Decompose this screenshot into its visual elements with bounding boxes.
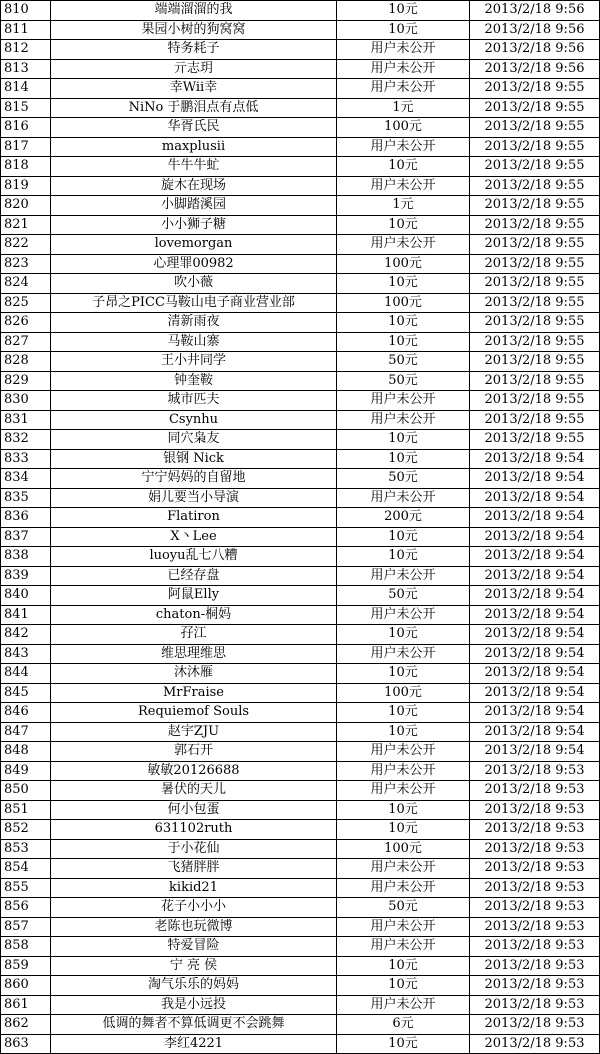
timestamp-cell: 2013/2/18 9:53 [470, 917, 600, 937]
row-number-cell: 839 [1, 566, 51, 586]
table-row [1, 391, 600, 411]
timestamp-cell: 2013/2/18 9:55 [470, 254, 600, 274]
donor-name-cell: 幸Wii幸 [51, 79, 337, 99]
row-number-cell: 843 [1, 644, 51, 664]
timestamp-cell: 2013/2/18 9:54 [470, 527, 600, 547]
amount-cell: 10元 [337, 956, 470, 976]
row-number-cell: 861 [1, 995, 51, 1015]
amount-cell: 50元 [337, 469, 470, 489]
table-row [1, 293, 600, 313]
donor-name-cell: 清新雨夜 [51, 313, 337, 333]
donor-name-cell: 631102ruth [51, 820, 337, 840]
row-number-cell: 842 [1, 625, 51, 645]
timestamp-cell: 2013/2/18 9:53 [470, 859, 600, 879]
timestamp-cell: 2013/2/18 9:55 [470, 274, 600, 294]
amount-cell: 10元 [337, 332, 470, 352]
row-number-cell: 855 [1, 878, 51, 898]
donor-name-cell: 沐沐雁 [51, 664, 337, 684]
donor-name-cell: Flatiron [51, 508, 337, 528]
donor-name-cell: lovemorgan [51, 235, 337, 255]
amount-cell: 50元 [337, 586, 470, 606]
donor-name-cell: 娟儿要当小导演 [51, 488, 337, 508]
timestamp-cell: 2013/2/18 9:56 [470, 20, 600, 40]
table-row [1, 898, 600, 918]
row-number-cell: 848 [1, 742, 51, 762]
table-row [1, 371, 600, 391]
donor-name-cell: 特务耗子 [51, 40, 337, 60]
row-number-cell: 819 [1, 176, 51, 196]
amount-cell: 10元 [337, 1, 470, 21]
timestamp-cell: 2013/2/18 9:55 [470, 215, 600, 235]
timestamp-cell: 2013/2/18 9:55 [470, 137, 600, 157]
timestamp-cell: 2013/2/18 9:53 [470, 761, 600, 781]
amount-cell: 用户未公开 [337, 917, 470, 937]
timestamp-cell: 2013/2/18 9:55 [470, 313, 600, 333]
row-number-cell: 846 [1, 703, 51, 723]
table-row [1, 800, 600, 820]
table-row [1, 937, 600, 957]
table-row [1, 352, 600, 372]
donor-name-cell: 吹小薇 [51, 274, 337, 294]
amount-cell: 用户未公开 [337, 566, 470, 586]
donor-name-cell: 马鞍山寨 [51, 332, 337, 352]
amount-cell: 100元 [337, 254, 470, 274]
amount-cell: 100元 [337, 683, 470, 703]
row-number-cell: 814 [1, 79, 51, 99]
amount-cell: 用户未公开 [337, 761, 470, 781]
donor-name-cell: 低调的舞者不算低调更不会跳舞 [51, 1015, 337, 1035]
timestamp-cell: 2013/2/18 9:56 [470, 40, 600, 60]
table-row [1, 215, 600, 235]
amount-cell: 100元 [337, 839, 470, 859]
table-row [1, 859, 600, 879]
timestamp-cell: 2013/2/18 9:53 [470, 1034, 600, 1054]
donor-name-cell: 于小花仙 [51, 839, 337, 859]
donor-name-cell: 赵宇ZJU [51, 722, 337, 742]
table-row [1, 761, 600, 781]
timestamp-cell: 2013/2/18 9:53 [470, 781, 600, 801]
row-number-cell: 858 [1, 937, 51, 957]
row-number-cell: 832 [1, 430, 51, 450]
table-row [1, 196, 600, 216]
table-row [1, 995, 600, 1015]
amount-cell: 50元 [337, 352, 470, 372]
row-number-cell: 813 [1, 59, 51, 79]
timestamp-cell: 2013/2/18 9:53 [470, 1015, 600, 1035]
donor-name-cell: 花子小小小 [51, 898, 337, 918]
table-row [1, 820, 600, 840]
table-row [1, 586, 600, 606]
amount-cell: 用户未公开 [337, 79, 470, 99]
donor-name-cell: Csynhu [51, 410, 337, 430]
donor-name-cell: maxplusii [51, 137, 337, 157]
amount-cell: 1元 [337, 98, 470, 118]
donor-name-cell: NiNo 于鹏泪点有点低 [51, 98, 337, 118]
row-number-cell: 827 [1, 332, 51, 352]
table-row [1, 976, 600, 996]
amount-cell: 50元 [337, 371, 470, 391]
donor-name-cell: 亓志玥 [51, 59, 337, 79]
timestamp-cell: 2013/2/18 9:55 [470, 196, 600, 216]
table-row [1, 644, 600, 664]
table-row [1, 332, 600, 352]
amount-cell: 用户未公开 [337, 995, 470, 1015]
timestamp-cell: 2013/2/18 9:53 [470, 878, 600, 898]
amount-cell: 10元 [337, 157, 470, 177]
row-number-cell: 841 [1, 605, 51, 625]
table-row [1, 683, 600, 703]
table-row [1, 98, 600, 118]
timestamp-cell: 2013/2/18 9:55 [470, 98, 600, 118]
timestamp-cell: 2013/2/18 9:53 [470, 800, 600, 820]
amount-cell: 用户未公开 [337, 59, 470, 79]
table-row [1, 917, 600, 937]
row-number-cell: 823 [1, 254, 51, 274]
amount-cell: 用户未公开 [337, 40, 470, 60]
amount-cell: 用户未公开 [337, 137, 470, 157]
table-row [1, 742, 600, 762]
donor-name-cell: 银钢 Nick [51, 449, 337, 469]
row-number-cell: 854 [1, 859, 51, 879]
donor-name-cell: 子昂之PICC马鞍山电子商业营业部 [51, 293, 337, 313]
amount-cell: 用户未公开 [337, 410, 470, 430]
timestamp-cell: 2013/2/18 9:55 [470, 352, 600, 372]
table-row [1, 449, 600, 469]
table-row [1, 430, 600, 450]
donor-name-cell: 小小狮子糖 [51, 215, 337, 235]
row-number-cell: 820 [1, 196, 51, 216]
donor-name-cell: kikid21 [51, 878, 337, 898]
donor-name-cell: 宁宁妈妈的自留地 [51, 469, 337, 489]
amount-cell: 用户未公开 [337, 235, 470, 255]
timestamp-cell: 2013/2/18 9:54 [470, 605, 600, 625]
row-number-cell: 862 [1, 1015, 51, 1035]
table-row [1, 469, 600, 489]
table-row [1, 274, 600, 294]
table-row [1, 781, 600, 801]
row-number-cell: 835 [1, 488, 51, 508]
amount-cell: 用户未公开 [337, 859, 470, 879]
row-number-cell: 845 [1, 683, 51, 703]
row-number-cell: 840 [1, 586, 51, 606]
table-row [1, 956, 600, 976]
amount-cell: 50元 [337, 898, 470, 918]
amount-cell: 用户未公开 [337, 605, 470, 625]
row-number-cell: 817 [1, 137, 51, 157]
row-number-cell: 863 [1, 1034, 51, 1054]
timestamp-cell: 2013/2/18 9:55 [470, 79, 600, 99]
table-row [1, 547, 600, 567]
table-row [1, 40, 600, 60]
timestamp-cell: 2013/2/18 9:53 [470, 976, 600, 996]
amount-cell: 100元 [337, 118, 470, 138]
timestamp-cell: 2013/2/18 9:54 [470, 722, 600, 742]
timestamp-cell: 2013/2/18 9:54 [470, 566, 600, 586]
row-number-cell: 856 [1, 898, 51, 918]
donor-name-cell: 已经存盘 [51, 566, 337, 586]
table-row [1, 1034, 600, 1054]
amount-cell: 用户未公开 [337, 742, 470, 762]
amount-cell: 10元 [337, 20, 470, 40]
amount-cell: 10元 [337, 976, 470, 996]
table-row [1, 118, 600, 138]
table-row [1, 703, 600, 723]
amount-cell: 用户未公开 [337, 488, 470, 508]
donor-name-cell: 城市匹夫 [51, 391, 337, 411]
row-number-cell: 853 [1, 839, 51, 859]
timestamp-cell: 2013/2/18 9:55 [470, 157, 600, 177]
amount-cell: 200元 [337, 508, 470, 528]
timestamp-cell: 2013/2/18 9:55 [470, 430, 600, 450]
row-number-cell: 838 [1, 547, 51, 567]
table-row [1, 254, 600, 274]
timestamp-cell: 2013/2/18 9:55 [470, 118, 600, 138]
amount-cell: 10元 [337, 215, 470, 235]
donor-name-cell: 小脚踏溪园 [51, 196, 337, 216]
amount-cell: 10元 [337, 430, 470, 450]
donor-name-cell: 同穴枭友 [51, 430, 337, 450]
timestamp-cell: 2013/2/18 9:54 [470, 488, 600, 508]
amount-cell: 用户未公开 [337, 781, 470, 801]
donor-name-cell: 牛牛牛虻 [51, 157, 337, 177]
row-number-cell: 824 [1, 274, 51, 294]
row-number-cell: 822 [1, 235, 51, 255]
row-number-cell: 837 [1, 527, 51, 547]
donor-name-cell: 敏敏20126688 [51, 761, 337, 781]
timestamp-cell: 2013/2/18 9:53 [470, 956, 600, 976]
row-number-cell: 815 [1, 98, 51, 118]
timestamp-cell: 2013/2/18 9:54 [470, 742, 600, 762]
timestamp-cell: 2013/2/18 9:54 [470, 664, 600, 684]
table-row [1, 176, 600, 196]
amount-cell: 10元 [337, 820, 470, 840]
table-row [1, 410, 600, 430]
timestamp-cell: 2013/2/18 9:54 [470, 547, 600, 567]
row-number-cell: 812 [1, 40, 51, 60]
timestamp-cell: 2013/2/18 9:55 [470, 391, 600, 411]
timestamp-cell: 2013/2/18 9:53 [470, 839, 600, 859]
timestamp-cell: 2013/2/18 9:55 [470, 371, 600, 391]
timestamp-cell: 2013/2/18 9:53 [470, 898, 600, 918]
amount-cell: 10元 [337, 703, 470, 723]
amount-cell: 1元 [337, 196, 470, 216]
donor-name-cell: 华胥氏民 [51, 118, 337, 138]
timestamp-cell: 2013/2/18 9:56 [470, 59, 600, 79]
table-row [1, 313, 600, 333]
timestamp-cell: 2013/2/18 9:54 [470, 586, 600, 606]
row-number-cell: 825 [1, 293, 51, 313]
row-number-cell: 830 [1, 391, 51, 411]
row-number-cell: 829 [1, 371, 51, 391]
row-number-cell: 844 [1, 664, 51, 684]
row-number-cell: 849 [1, 761, 51, 781]
table-row [1, 235, 600, 255]
timestamp-cell: 2013/2/18 9:54 [470, 644, 600, 664]
table-row [1, 566, 600, 586]
timestamp-cell: 2013/2/18 9:53 [470, 995, 600, 1015]
row-number-cell: 857 [1, 917, 51, 937]
row-number-cell: 816 [1, 118, 51, 138]
table-row [1, 488, 600, 508]
row-number-cell: 831 [1, 410, 51, 430]
table-body [1, 1, 600, 1054]
row-number-cell: 851 [1, 800, 51, 820]
donor-name-cell: 我是小远投 [51, 995, 337, 1015]
timestamp-cell: 2013/2/18 9:54 [470, 625, 600, 645]
row-number-cell: 852 [1, 820, 51, 840]
amount-cell: 10元 [337, 449, 470, 469]
timestamp-cell: 2013/2/18 9:55 [470, 332, 600, 352]
table-row [1, 1, 600, 21]
donor-name-cell: 心理罪00982 [51, 254, 337, 274]
amount-cell: 10元 [337, 313, 470, 333]
row-number-cell: 860 [1, 976, 51, 996]
timestamp-cell: 2013/2/18 9:55 [470, 410, 600, 430]
table-row [1, 664, 600, 684]
donor-name-cell: MrFraise [51, 683, 337, 703]
table-row [1, 20, 600, 40]
timestamp-cell: 2013/2/18 9:55 [470, 235, 600, 255]
table-row [1, 605, 600, 625]
amount-cell: 10元 [337, 547, 470, 567]
timestamp-cell: 2013/2/18 9:56 [470, 1, 600, 21]
amount-cell: 用户未公开 [337, 937, 470, 957]
table-row [1, 79, 600, 99]
donor-name-cell: X丶Lee [51, 527, 337, 547]
donor-name-cell: 暑伏的天儿 [51, 781, 337, 801]
donor-name-cell: 王小井同学 [51, 352, 337, 372]
donor-name-cell: 老陈也玩微博 [51, 917, 337, 937]
table-row [1, 839, 600, 859]
amount-cell: 100元 [337, 293, 470, 313]
donor-name-cell: 维思理维思 [51, 644, 337, 664]
donor-name-cell: 阿鼠Elly [51, 586, 337, 606]
row-number-cell: 833 [1, 449, 51, 469]
donor-name-cell: 李红4221 [51, 1034, 337, 1054]
row-number-cell: 850 [1, 781, 51, 801]
timestamp-cell: 2013/2/18 9:53 [470, 937, 600, 957]
table-row [1, 137, 600, 157]
row-number-cell: 847 [1, 722, 51, 742]
donor-name-cell: 孖江 [51, 625, 337, 645]
row-number-cell: 821 [1, 215, 51, 235]
donor-name-cell: luoyu乱七八糟 [51, 547, 337, 567]
row-number-cell: 836 [1, 508, 51, 528]
timestamp-cell: 2013/2/18 9:54 [470, 683, 600, 703]
row-number-cell: 828 [1, 352, 51, 372]
amount-cell: 用户未公开 [337, 878, 470, 898]
table-row [1, 59, 600, 79]
row-number-cell: 834 [1, 469, 51, 489]
donor-name-cell: 钟奎鞍 [51, 371, 337, 391]
timestamp-cell: 2013/2/18 9:54 [470, 703, 600, 723]
amount-cell: 10元 [337, 722, 470, 742]
table-row [1, 625, 600, 645]
donor-name-cell: 特爱冒险 [51, 937, 337, 957]
amount-cell: 6元 [337, 1015, 470, 1035]
donor-name-cell: 旋木在现场 [51, 176, 337, 196]
table-row [1, 508, 600, 528]
donor-name-cell: 端端溜溜的我 [51, 1, 337, 21]
timestamp-cell: 2013/2/18 9:54 [470, 449, 600, 469]
amount-cell: 用户未公开 [337, 391, 470, 411]
donor-name-cell: 果园小树的狗窝窝 [51, 20, 337, 40]
amount-cell: 10元 [337, 1034, 470, 1054]
amount-cell: 用户未公开 [337, 176, 470, 196]
donor-name-cell: 郭石开 [51, 742, 337, 762]
amount-cell: 10元 [337, 625, 470, 645]
timestamp-cell: 2013/2/18 9:54 [470, 508, 600, 528]
row-number-cell: 811 [1, 20, 51, 40]
amount-cell: 10元 [337, 664, 470, 684]
amount-cell: 10元 [337, 800, 470, 820]
donor-name-cell: 飞猪胖胖 [51, 859, 337, 879]
amount-cell: 用户未公开 [337, 644, 470, 664]
row-number-cell: 810 [1, 1, 51, 21]
donor-name-cell: chaton-桐妈 [51, 605, 337, 625]
table-row [1, 878, 600, 898]
timestamp-cell: 2013/2/18 9:53 [470, 820, 600, 840]
timestamp-cell: 2013/2/18 9:55 [470, 176, 600, 196]
table-row [1, 157, 600, 177]
timestamp-cell: 2013/2/18 9:55 [470, 293, 600, 313]
amount-cell: 10元 [337, 274, 470, 294]
table-row [1, 527, 600, 547]
row-number-cell: 826 [1, 313, 51, 333]
row-number-cell: 818 [1, 157, 51, 177]
amount-cell: 10元 [337, 527, 470, 547]
table-row [1, 722, 600, 742]
row-number-cell: 859 [1, 956, 51, 976]
table-row [1, 1015, 600, 1035]
timestamp-cell: 2013/2/18 9:54 [470, 469, 600, 489]
donor-name-cell: 何小包蛋 [51, 800, 337, 820]
donor-name-cell: 淘气乐乐的妈妈 [51, 976, 337, 996]
donor-name-cell: Requiemof Souls [51, 703, 337, 723]
donor-name-cell: 宁 亮 侯 [51, 956, 337, 976]
